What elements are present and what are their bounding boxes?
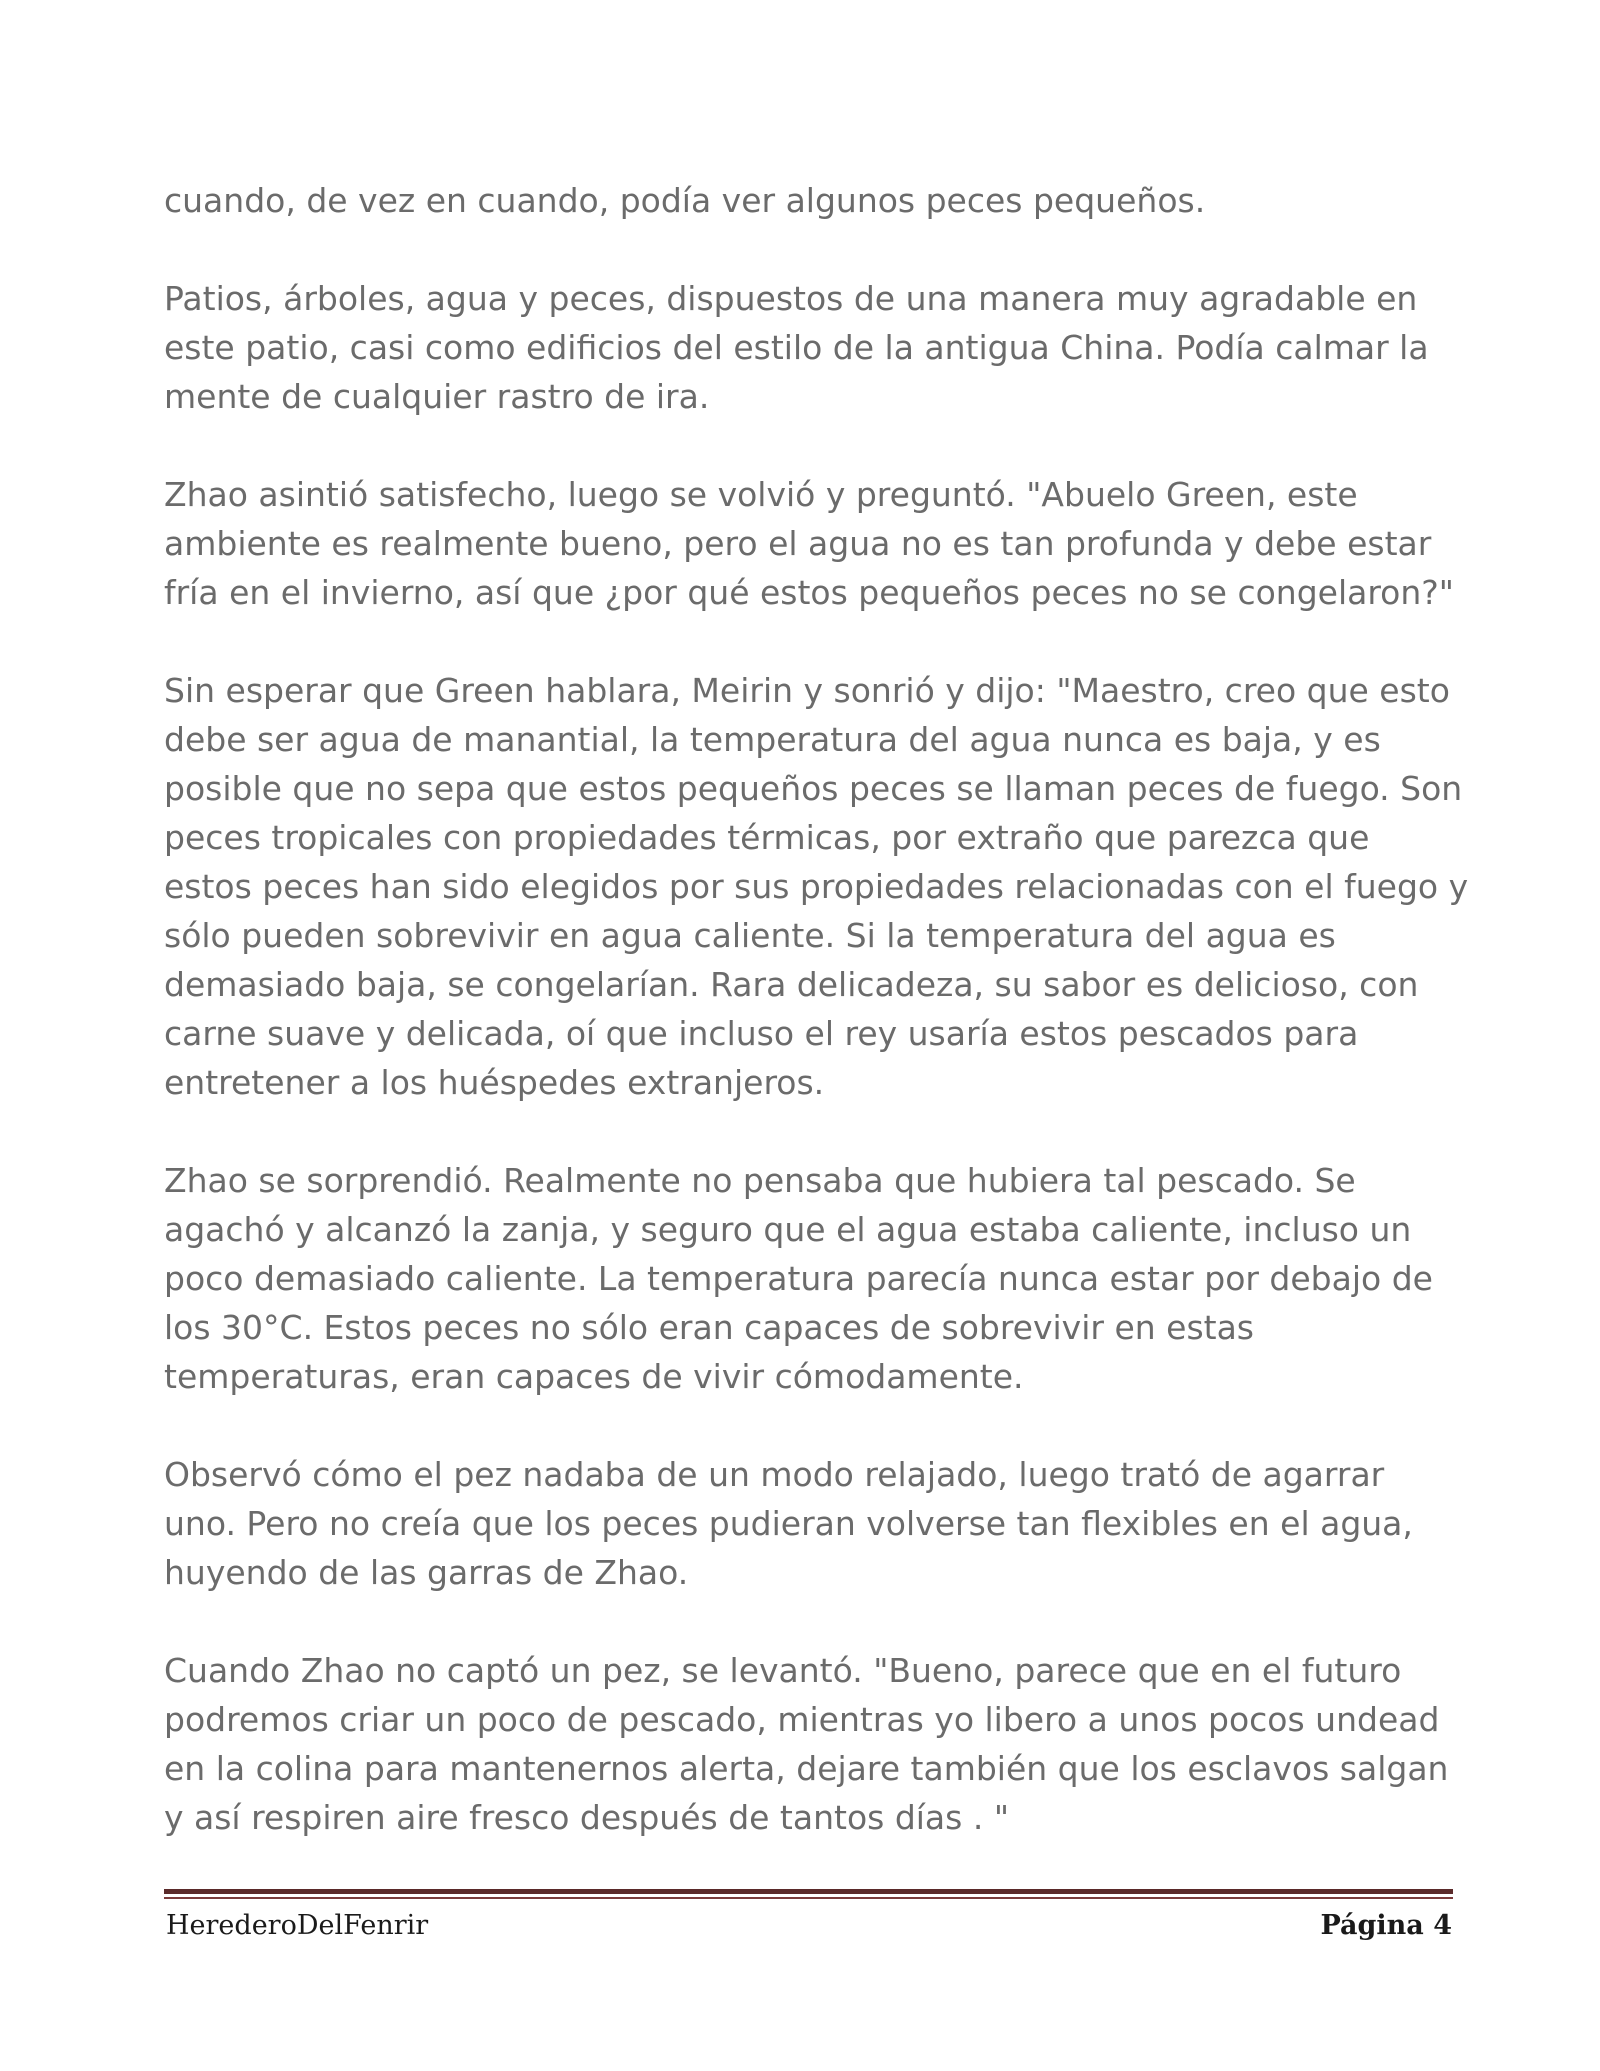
footer-rule-thin: [164, 1897, 1453, 1899]
text-line: Sin esperar que Green hablara, Meirin y sonrió y dijo: "Maestro, creo que esto: [164, 671, 1450, 710]
text-line: agachó y alcanzó la zanja, y seguro que el agua estaba caliente, incluso un: [164, 1210, 1412, 1249]
text-line: temperaturas, eran capaces de vivir cómodamente.: [164, 1357, 1024, 1396]
text-line: demasiado baja, se congelarían. Rara delicadeza, su sabor es delicioso, con: [164, 965, 1419, 1004]
text-line: cuando, de vez en cuando, podía ver algunos peces pequeños.: [164, 181, 1206, 220]
text-line: y así respiren aire fresco después de tantos días . ": [164, 1798, 1009, 1837]
text-line: fría en el invierno, así que ¿por qué estos pequeños peces no se congelaron?": [164, 573, 1454, 612]
text-line: posible que no sepa que estos pequeños peces se llaman peces de fuego. Son: [164, 769, 1463, 808]
text-line: entretener a los huéspedes extranjeros.: [164, 1063, 825, 1102]
text-line: estos peces han sido elegidos por sus propiedades relacionadas con el fuego y: [164, 867, 1469, 906]
text-line: Zhao se sorprendió. Realmente no pensaba que hubiera tal pescado. Se: [164, 1161, 1356, 1200]
body-text: [164, 176, 1469, 1891]
text-line: mente de cualquier rastro de ira.: [164, 377, 710, 416]
text-line: peces tropicales con propiedades térmicas, por extraño que parezca que: [164, 818, 1370, 857]
footer-author: HerederoDelFenrir: [166, 1910, 429, 1941]
text-line: uno. Pero no creía que los peces pudieran volverse tan flexibles en el agua,: [164, 1504, 1413, 1543]
text-line: carne suave y delicada, oí que incluso el rey usaría estos pescados para: [164, 1014, 1359, 1053]
paragraph-3: [164, 470, 1454, 617]
text-line: poco demasiado caliente. La temperatura parecía nunca estar por debajo de: [164, 1259, 1433, 1298]
text-line: Observó cómo el pez nadaba de un modo relajado, luego trató de agarrar: [164, 1455, 1385, 1494]
text-line: Cuando Zhao no captó un pez, se levantó. "Bueno, parece que en el futuro: [164, 1651, 1402, 1690]
paragraph-5: [164, 1156, 1454, 1401]
text-line: podremos criar un poco de pescado, mientras yo libero a unos pocos undead: [164, 1700, 1440, 1739]
paragraph-7: [164, 1646, 1454, 1842]
text-line: Zhao asintió satisfecho, luego se volvió y preguntó. "Abuelo Green, este: [164, 475, 1358, 514]
text-line: debe ser agua de manantial, la temperatura del agua nunca es baja, y es: [164, 720, 1381, 759]
text-line: huyendo de las garras de Zhao.: [164, 1553, 689, 1592]
paragraph-4: [164, 666, 1469, 1107]
text-line: los 30°C. Estos peces no sólo eran capaces de sobrevivir en estas: [164, 1308, 1254, 1347]
text-line: en la colina para mantenernos alerta, dejare también que los esclavos salgan: [164, 1749, 1449, 1788]
text-line: Patios, árboles, agua y peces, dispuestos de una manera muy agradable en: [164, 279, 1418, 318]
text-line: ambiente es realmente bueno, pero el agua no es tan profunda y debe estar: [164, 524, 1432, 563]
text-line: este patio, casi como edificios del estilo de la antigua China. Podía calmar la: [164, 328, 1429, 367]
paragraph-6: [164, 1450, 1454, 1597]
footer-rule-thick: [164, 1889, 1453, 1894]
paragraph-1: [164, 176, 1454, 225]
text-line: sólo pueden sobrevivir en agua caliente. Si la temperatura del agua es: [164, 916, 1336, 955]
footer-page-number: Página 4: [1320, 1910, 1452, 1941]
paragraph-2: [164, 274, 1454, 421]
